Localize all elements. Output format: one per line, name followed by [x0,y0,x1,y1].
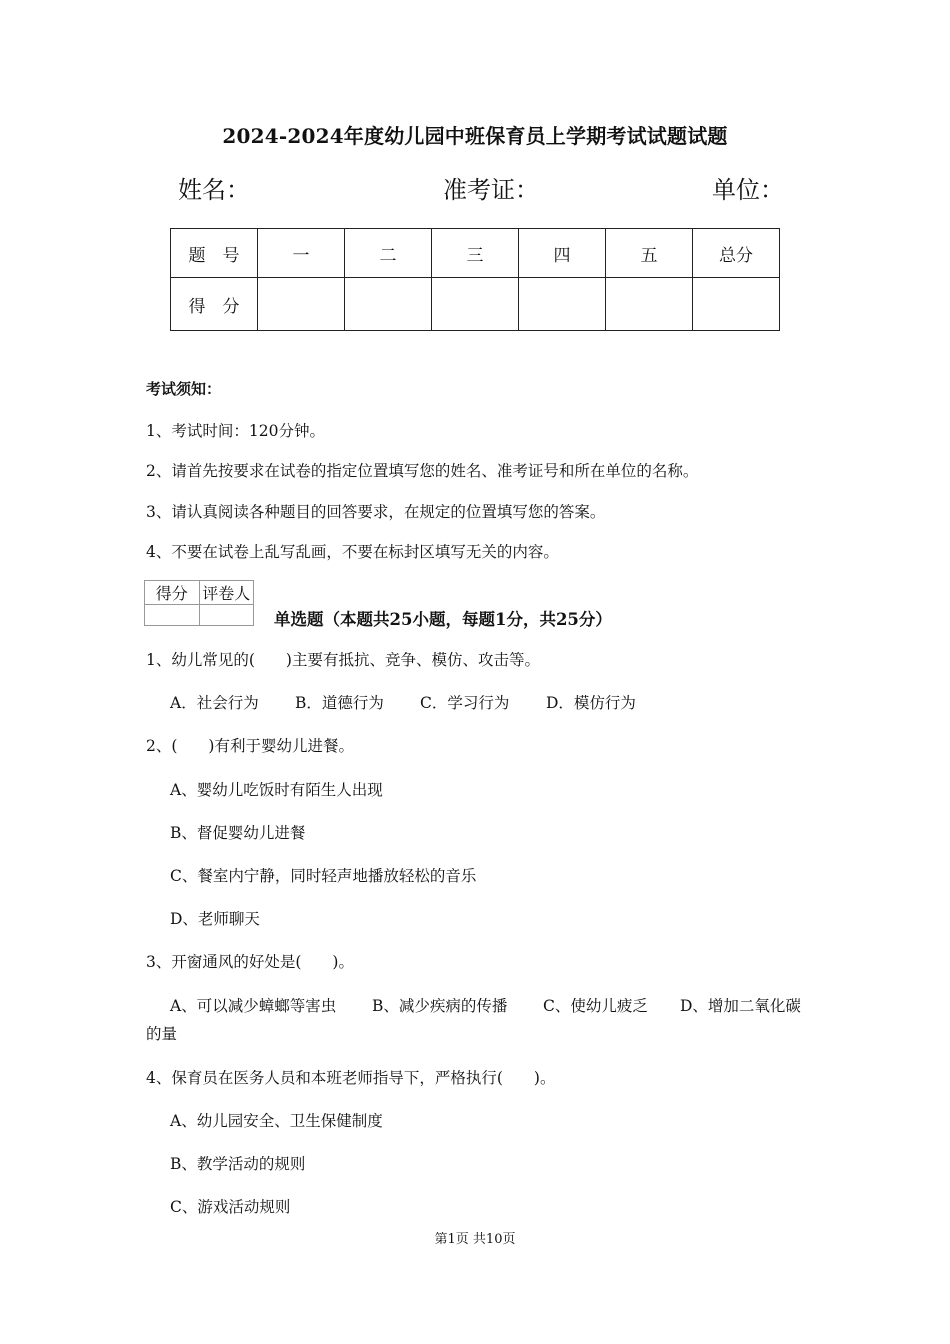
notice-item: 1、考试时间：120分钟。 [146,422,325,440]
score-row-label: 得 分 [171,278,258,331]
option-c: C、使幼儿疲乏 [543,997,648,1015]
notice-item: 2、请首先按要求在试卷的指定位置填写您的姓名、准考证号和所在单位的名称。 [146,462,699,480]
option-b: B、教学活动的规则 [170,1155,306,1173]
score-cell-3[interactable] [432,278,519,331]
notice-item: 4、不要在试卷上乱写乱画，不要在标封区填写无关的内容。 [146,543,559,561]
exam-title: 2024-2024年度幼儿园中班保育员上学期考试试题试题 [222,124,728,148]
option-b: B、减少疾病的传播 [372,997,508,1015]
option-a: A、婴幼儿吃饭时有陌生人出现 [170,781,383,799]
option-c: C、游戏活动规则 [170,1198,291,1216]
score-header-2: 二 [345,229,432,278]
option-d: D、老师聊天 [170,910,260,928]
ticket-label: 准考证： [443,176,539,204]
score-header-item-label: 题 号 [171,229,258,278]
option-b: B、督促婴幼儿进餐 [170,824,306,842]
option-d: D、增加二氧化碳 [680,997,801,1015]
score-cell-total[interactable] [693,278,780,331]
option-a: A．社会行为 [170,694,259,712]
score-table-score-row [171,278,780,331]
option-d-wrap: 的量 [146,1025,178,1043]
score-header-4: 四 [519,229,606,278]
section-title: 单选题（本题共25小题，每题1分，共25分） [274,610,612,629]
grader-table [144,580,254,626]
grader-reviewer-label: 评卷人 [199,581,254,605]
score-table-header-row [171,229,780,278]
option-d: D．模仿行为 [546,694,636,712]
grader-score-label: 得分 [145,581,200,605]
score-table [170,228,780,331]
option-c: C．学习行为 [420,694,510,712]
question-stem: 2、( )有利于婴幼儿进餐。 [146,737,354,755]
question-stem: 1、幼儿常见的( )主要有抵抗、竞争、模仿、攻击等。 [146,651,540,669]
notice-title: 考试须知： [146,380,222,398]
score-header-3: 三 [432,229,519,278]
grader-reviewer-cell[interactable] [199,605,254,626]
notice-item: 3、请认真阅读各种题目的回答要求，在规定的位置填写您的答案。 [146,503,606,521]
page-footer: 第1页 共10页 [434,1232,516,1247]
option-a: A、可以减少蟑螂等害虫 [170,997,337,1015]
score-cell-1[interactable] [258,278,345,331]
name-label: 姓名： [178,176,250,204]
score-cell-4[interactable] [519,278,606,331]
grader-score-cell[interactable] [145,605,200,626]
question-stem: 3、开窗通风的好处是( )。 [146,953,354,971]
score-cell-2[interactable] [345,278,432,331]
option-b: B．道德行为 [295,694,384,712]
option-c: C、餐室内宁静，同时轻声地播放轻松的音乐 [170,867,477,885]
question-stem: 4、保育员在医务人员和本班老师指导下，严格执行( )。 [146,1069,556,1087]
score-header-1: 一 [258,229,345,278]
score-header-total: 总分 [693,229,780,278]
unit-label: 单位： [712,176,784,204]
option-a: A、幼儿园安全、卫生保健制度 [170,1112,383,1130]
score-header-5: 五 [606,229,693,278]
score-cell-5[interactable] [606,278,693,331]
